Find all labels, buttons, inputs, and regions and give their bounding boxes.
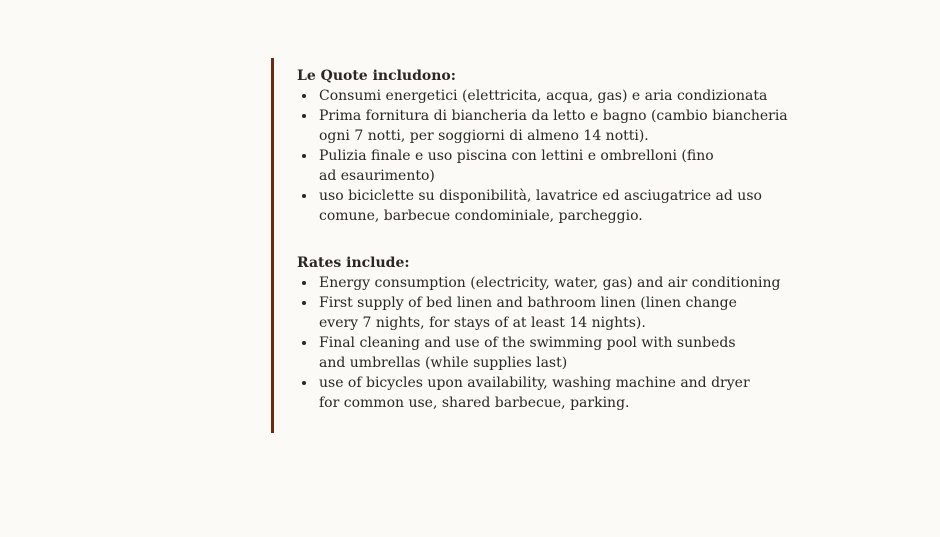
- bullet-icon: [302, 94, 306, 98]
- list-item: Prima fornitura di biancheria da letto e bagno (cambio biancheria ogni 7 notti, per soggiorni di almeno 14 notti).: [297, 106, 817, 146]
- english-list: [297, 273, 817, 413]
- italian-section: [297, 66, 817, 226]
- bullet-icon: [302, 194, 306, 198]
- list-item: Consumi energetici (elettricita, acqua, gas) e aria condizionata: [297, 86, 817, 106]
- list-item: Pulizia finale e uso piscina con lettini e ombrelloni (fino ad esaurimento): [297, 146, 817, 186]
- list-item: uso biciclette su disponibilità, lavatrice ed asciugatrice ad uso comune, barbecue condominiale, parcheggio.: [297, 186, 817, 226]
- list-item: First supply of bed linen and bathroom linen (linen change every 7 nights, for stays of at least 14 nights).: [297, 293, 817, 333]
- accent-bar: [271, 58, 274, 433]
- bullet-icon: [302, 114, 306, 118]
- list-item: Final cleaning and use of the swimming pool with sunbeds and umbrellas (while supplies last): [297, 333, 817, 373]
- bullet-icon: [302, 381, 306, 385]
- italian-list: [297, 86, 817, 226]
- bullet-icon: [302, 154, 306, 158]
- list-item: use of bicycles upon availability, washing machine and dryer for common use, shared barbecue, parking.: [297, 373, 817, 413]
- bullet-icon: [302, 341, 306, 345]
- english-section: [297, 253, 817, 413]
- list-item: Energy consumption (electricity, water, gas) and air conditioning: [297, 273, 817, 293]
- rates-info: [297, 66, 817, 413]
- english-title: Rates include:: [297, 255, 410, 271]
- bullet-icon: [302, 281, 306, 285]
- bullet-icon: [302, 301, 306, 305]
- italian-title: Le Quote includono:: [297, 68, 456, 84]
